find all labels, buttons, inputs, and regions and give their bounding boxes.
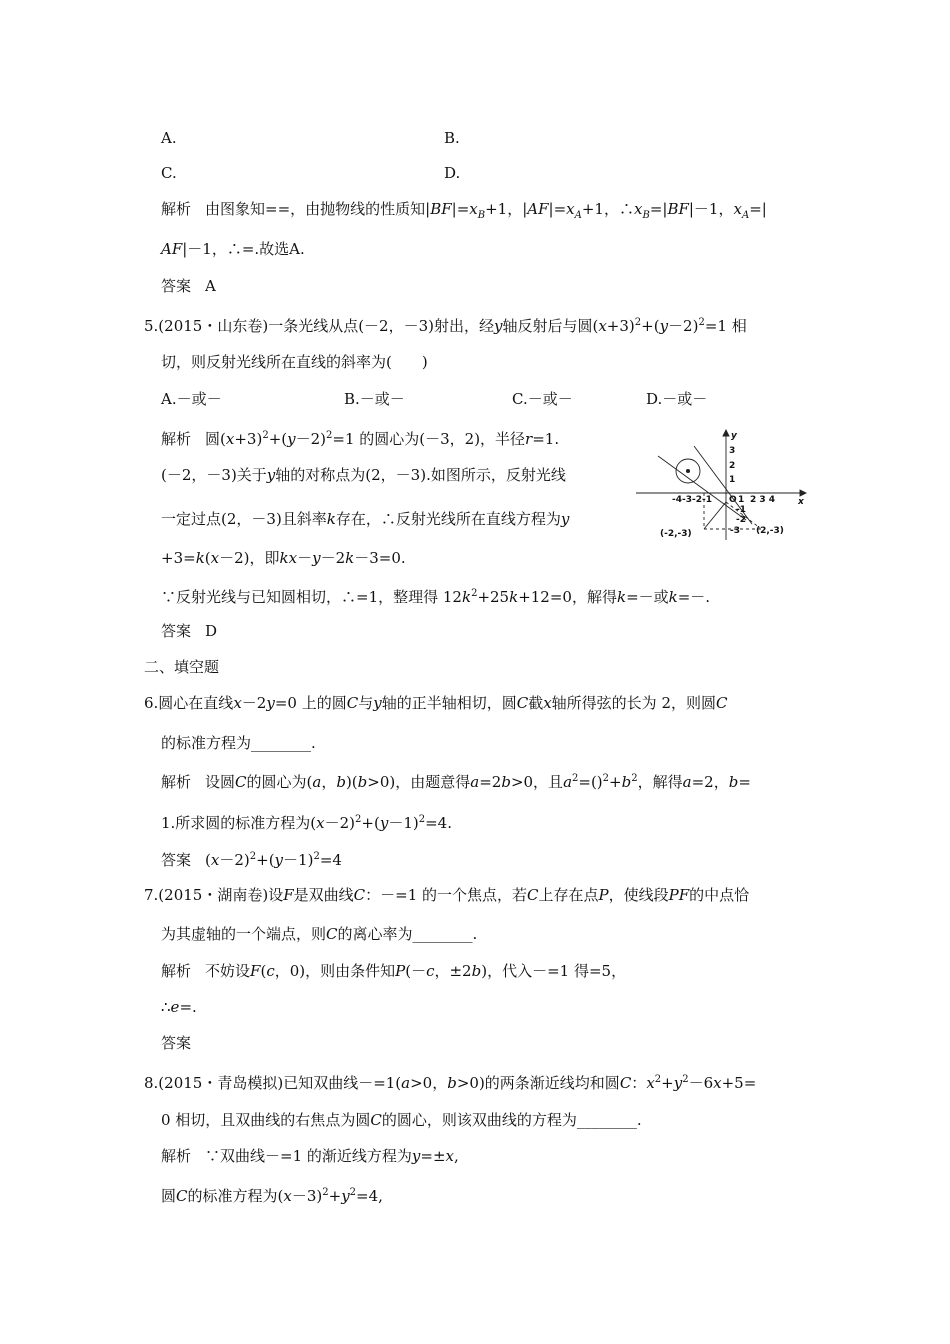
analysis-label: 解析	[161, 200, 192, 218]
q6-stem-line1: 6.圆心在直线x－2y=0 上的圆C与y轴的正半轴相切，圆C截x轴所得弦的长为 2，则圆C	[144, 694, 728, 712]
option-b: B.	[444, 129, 460, 147]
q5-option-c: C.－或－	[512, 390, 573, 408]
tick-y3: 3	[729, 446, 736, 456]
tick-y-neg2: -2	[736, 515, 746, 525]
q5-analysis-line4: +3=k(x－2)，即kx－y－2k－3=0.	[161, 549, 406, 567]
q7-analysis-line1: 解析 不妨设F(c，0)，则由条件知P(－c，±2b)，代入－=1 得=5，	[161, 962, 627, 980]
q5-option-d: D.－或－	[646, 390, 708, 408]
q5-option-a: A.－或－	[161, 390, 222, 408]
tick-y2: 2	[729, 461, 736, 471]
q4-analysis-line2: AF|－1，∴=.故选A.	[161, 240, 305, 258]
q7-stem-line2: 为其虚轴的一个端点，则C的离心率为________.	[161, 925, 478, 943]
x-axis-arrow	[800, 490, 806, 496]
x-axis-label: x	[798, 497, 804, 507]
tick-y1: 1	[729, 475, 736, 485]
origin-label: O	[729, 495, 737, 505]
q5-analysis-line5: ∵反射光线与已知圆相切，∴=1，整理得 $12k^2+25k+12=0$，解得k=－或k=－.	[161, 588, 711, 606]
q7-stem-line1: 7.(2015・湖南卷)设F是双曲线C：－=1 的一个焦点，若C上存在点P，使线段PF的中点恰	[144, 886, 750, 904]
y-axis-label: y	[731, 431, 737, 441]
tick-y-neg3: -3	[730, 526, 740, 536]
q6-stem-line2: 的标准方程为________.	[161, 734, 316, 752]
tick-x1: 1	[738, 495, 745, 505]
tick-y-neg1: -1	[736, 505, 746, 515]
q4-answer: 答案 A	[161, 277, 216, 295]
point-right-label: (2,-3)	[756, 526, 784, 536]
option-d: D.	[444, 164, 461, 182]
q8-stem-line2: 0 相切，且双曲线的右焦点为圆C的圆心，则该双曲线的方程为________.	[161, 1111, 642, 1129]
option-a: A.	[161, 129, 177, 147]
point-left-label: (-2,-3)	[660, 529, 692, 539]
q7-analysis-line2: ∴e=.	[161, 998, 197, 1016]
y-axis-arrow	[723, 430, 729, 436]
circle-center-dot	[686, 469, 689, 472]
tick-x-negative: -4-3-2-1	[672, 495, 712, 505]
q7-answer: 答案	[161, 1034, 192, 1052]
q8-analysis-line1: 解析 ∵双曲线－=1 的渐近线方程为y=±x,	[161, 1147, 459, 1165]
q6-analysis-line2: 1.所求圆的标准方程为$(x-2)^2+(y-1)^2=4$.	[161, 814, 452, 832]
q8-stem-line1: 8.(2015・青岛模拟)已知双曲线－=1(a>0，b>0)的两条渐近线均和圆C：$x^2+y^2-6x+5=$	[144, 1074, 757, 1092]
q4-analysis-line1: 解析 由图象知==，由抛物线的性质知$|BF|=x_B+1$，$|AF|=x_A+1$，$\therefore x_B=|BF|-1$，$x_A=|$	[161, 200, 767, 221]
q5-analysis-line3: 一定过点(2，－3)且斜率k存在，∴反射光线所在直线方程为y	[161, 510, 570, 528]
q5-analysis-line2: (－2，－3)关于y轴的对称点为(2，－3).如图所示，反射光线	[161, 466, 566, 484]
q5-stem-line1: 5.(2015・山东卷)一条光线从点(－2，－3)射出，经y轴反射后与圆$(x+3)^2+(y-2)^2=1$ 相	[144, 317, 747, 335]
q5-stem-line2: 切，则反射光线所在直线的斜率为( )	[161, 353, 428, 371]
q6-analysis-line1: 解析 设圆C的圆心为(a，b)(b>0)，由题意得a=2b>0，且$a^2=()^2+b^2$，解得a=2，b=	[161, 773, 751, 791]
q5-option-b: B.－或－	[344, 390, 405, 408]
q8-analysis-line2: 圆C的标准方程为$(x-3)^2+y^2=4$,	[161, 1187, 383, 1205]
tick-x-positive: 2 3 4	[750, 495, 776, 505]
q5-analysis-line1: 解析 圆$(x+3)^2+(y-2)^2=1$ 的圆心为(－3，2)，半径r=1.	[161, 430, 560, 448]
reflection-figure	[632, 428, 812, 546]
section-title-fill-in: 二、填空题	[144, 658, 220, 676]
option-c: C.	[161, 164, 177, 182]
incident-ray	[704, 502, 726, 529]
q6-answer: 答案 $(x-2)^2+(y-1)^2=4$	[161, 851, 342, 869]
q5-answer: 答案 D	[161, 622, 218, 640]
